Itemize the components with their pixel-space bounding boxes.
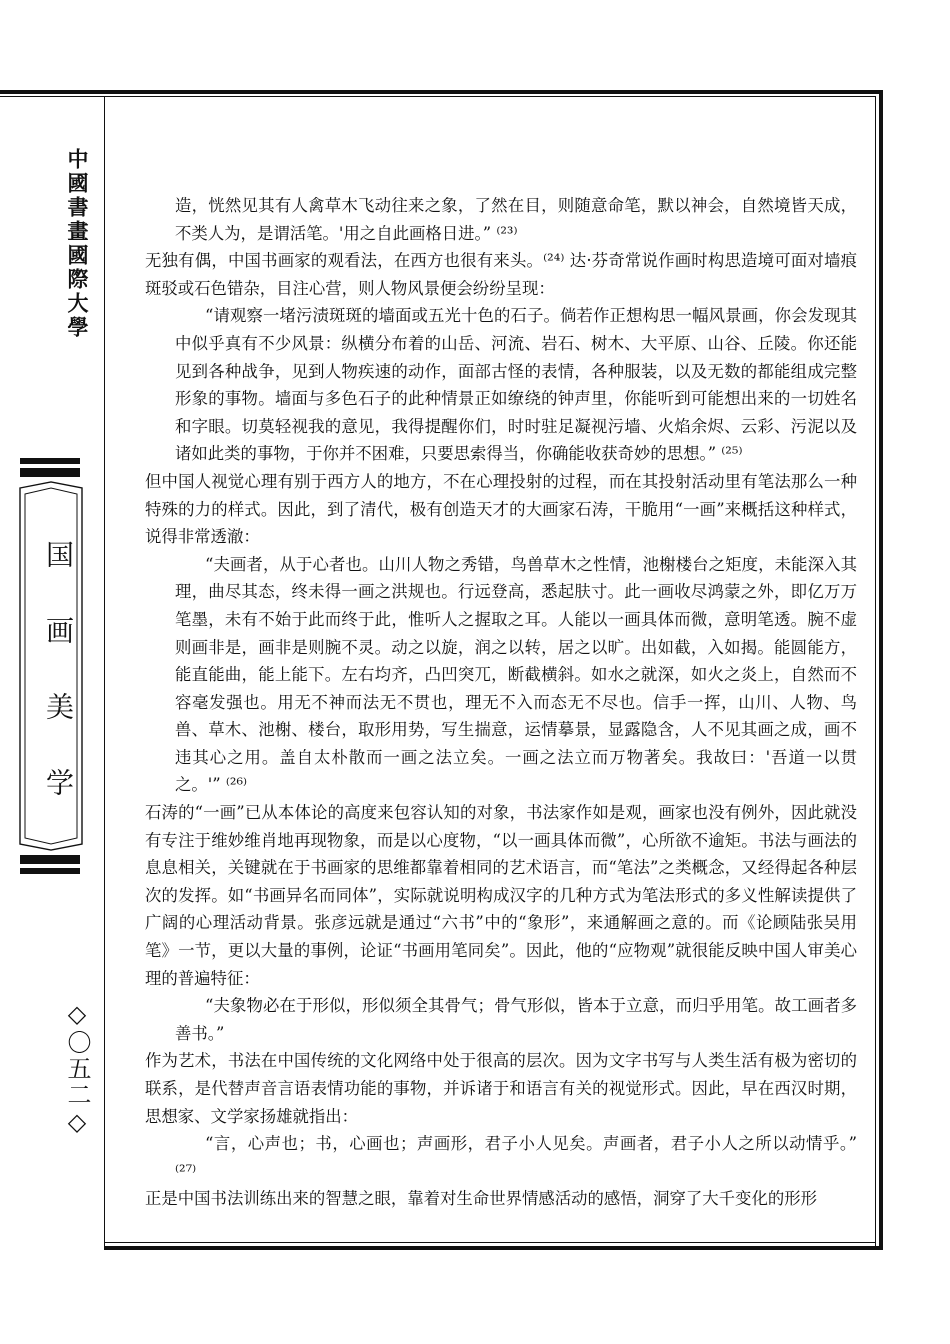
frame-right-rule: [879, 90, 883, 1250]
panel-band-bottom-thin: [20, 868, 80, 874]
quote-paragraph: “言，心声也；书，心画也；声画形，君子小人见矣。声画者，君子小人之所以动情乎。” ⁽²⁷⁾: [175, 1134, 857, 1181]
body-paragraph: 石涛的“一画”已从本体论的高度来包容认知的对象，书法家作如是观，画家也没有例外，因此就没有专注于维妙维肖地再现物象，而是以心度物，“以一画具体而微”，心所欲不逾矩。书法与画法的息息相关，关键就在于书画家的思维都靠着相同的艺术语言，而“笔法”之类概念，又经得起各种层次的发挥。如“书画异名而同体”，实际就说明构成汉字的几种方式为笔法形式的多义性解读提供了广阔的心理活动背景。张彦远就是通过“六书”中的“象形”，来通解画之意的。而《论顾陆张吴用笔》一节，更以大量的事例，论证“书画用笔同矣”。因此，他的“应物观”就很能反映中国人审美心理的普遍特征：: [145, 803, 857, 988]
running-title: 中國書畫國際大學: [65, 148, 90, 340]
body-paragraph: 作为艺术，书法在中国传统的文化网络中处于很高的层次。因为文字书写与人类生活有极为密切的联系，是代替声音言语表情功能的事物，并诉诸于和语言有关的视觉形式。因此，早在西汉时期，思想家、文学家扬雄就指出：: [145, 1051, 857, 1126]
panel-band-top: [20, 468, 80, 477]
quote-paragraph: “夫象物必在于形似，形似须全其骨气；骨气形似，皆本于立意，而归乎用笔。故工画者多善书。”: [175, 996, 857, 1043]
panel-band-bottom: [20, 855, 80, 864]
frame-bottom-rule: [104, 1246, 883, 1250]
quote-paragraph: “请观察一堵污渍斑斑的墙面或五光十色的石子。倘若作正想构思一幅风景画，你会发现其中似乎真有不少风景：纵横分布着的山岳、河流、岩石、树木、大平原、山谷、丘陵。你还能见到各种战争，见到人物疾速的动作，面部古怪的表情，各种服装，以及无数的都能组成完整形象的事物。墙面与多色石子的此种情景正如缭绕的钟声里，你能听到可能想出来的一切姓名和字眼。切莫轻视我的意见，我得提醒你们，时时驻足凝视污墙、火焰余烬、云彩、污泥以及诸如此类的事物，于你并不困难，只要思索得当，你确能收获奇妙的思想。” ⁽²⁵⁾: [175, 306, 857, 464]
panel-band-top-thin: [20, 458, 80, 464]
frame-top-thin-rule: [0, 96, 876, 97]
book-title: 国画美学: [42, 540, 75, 844]
frame-top-rule: [0, 90, 882, 94]
body-paragraph: 无独有偶，中国书画家的观看法，在西方也很有来头。⁽²⁴⁾ 达·芬奇常说作画时构思造境可面对墙痕斑驳或石色错杂，目注心营，则人物风景便会纷纷呈现：: [145, 251, 857, 298]
body-text: [145, 192, 857, 1213]
page-number: ◇〇五二◇: [63, 1000, 91, 1138]
margin-divider: [104, 96, 105, 1246]
body-paragraph: 正是中国书法训练出来的智慧之眼，靠着对生命世界情感活动的感悟，洞穿了大千变化的形形: [145, 1189, 818, 1209]
frame-bottom-thin-rule: [104, 1242, 876, 1243]
body-paragraph: 但中国人视觉心理有别于西方人的地方，不在心理投射的过程，而在其投射活动里有笔法那么一种特殊的力的样式。因此，到了清代，极有创造天才的大画家石涛，干脆用“一画”来概括这种样式，说得非常透澈：: [145, 471, 857, 547]
quote-paragraph: 造，恍然见其有人禽草木飞动往来之象，了然在目，则随意命笔，默以神会，自然境皆天成，不类人为，是谓活笔。'用之自此画格日进。” ⁽²³⁾: [175, 196, 857, 243]
quote-paragraph: “夫画者，从于心者也。山川人物之秀错，鸟兽草木之性情，池榭楼台之矩度，未能深入其理，曲尽其态，终未得一画之洪规也。行远登高，悉起肤寸。此一画收尽鸿蒙之外，即亿万万笔墨，未有不始于此而终于此，惟听人之握取之耳。人能以一画具体而微，意明笔透。腕不虚则画非是，画非是则腕不灵。动之以旋，润之以转，居之以旷。出如截，入如揭。能圆能方，能直能曲，能上能下。左右均齐，凸凹突兀，断截横斜。如水之就深，如火之炎上，自然而不容毫发强也。用无不神而法无不贯也，理无不入而态无不尽也。信手一挥，山川、人物、鸟兽、草木、池榭、楼台，取形用势，写生揣意，运情摹景，显露隐含，人不见其画之成，画不违其心之用。盖自太朴散而一画之法立矣。一画之法立而万物著矣。我故曰：'吾道一以贯之。'” ⁽²⁶⁾: [175, 554, 857, 795]
frame-right-thin-rule: [875, 96, 876, 1246]
